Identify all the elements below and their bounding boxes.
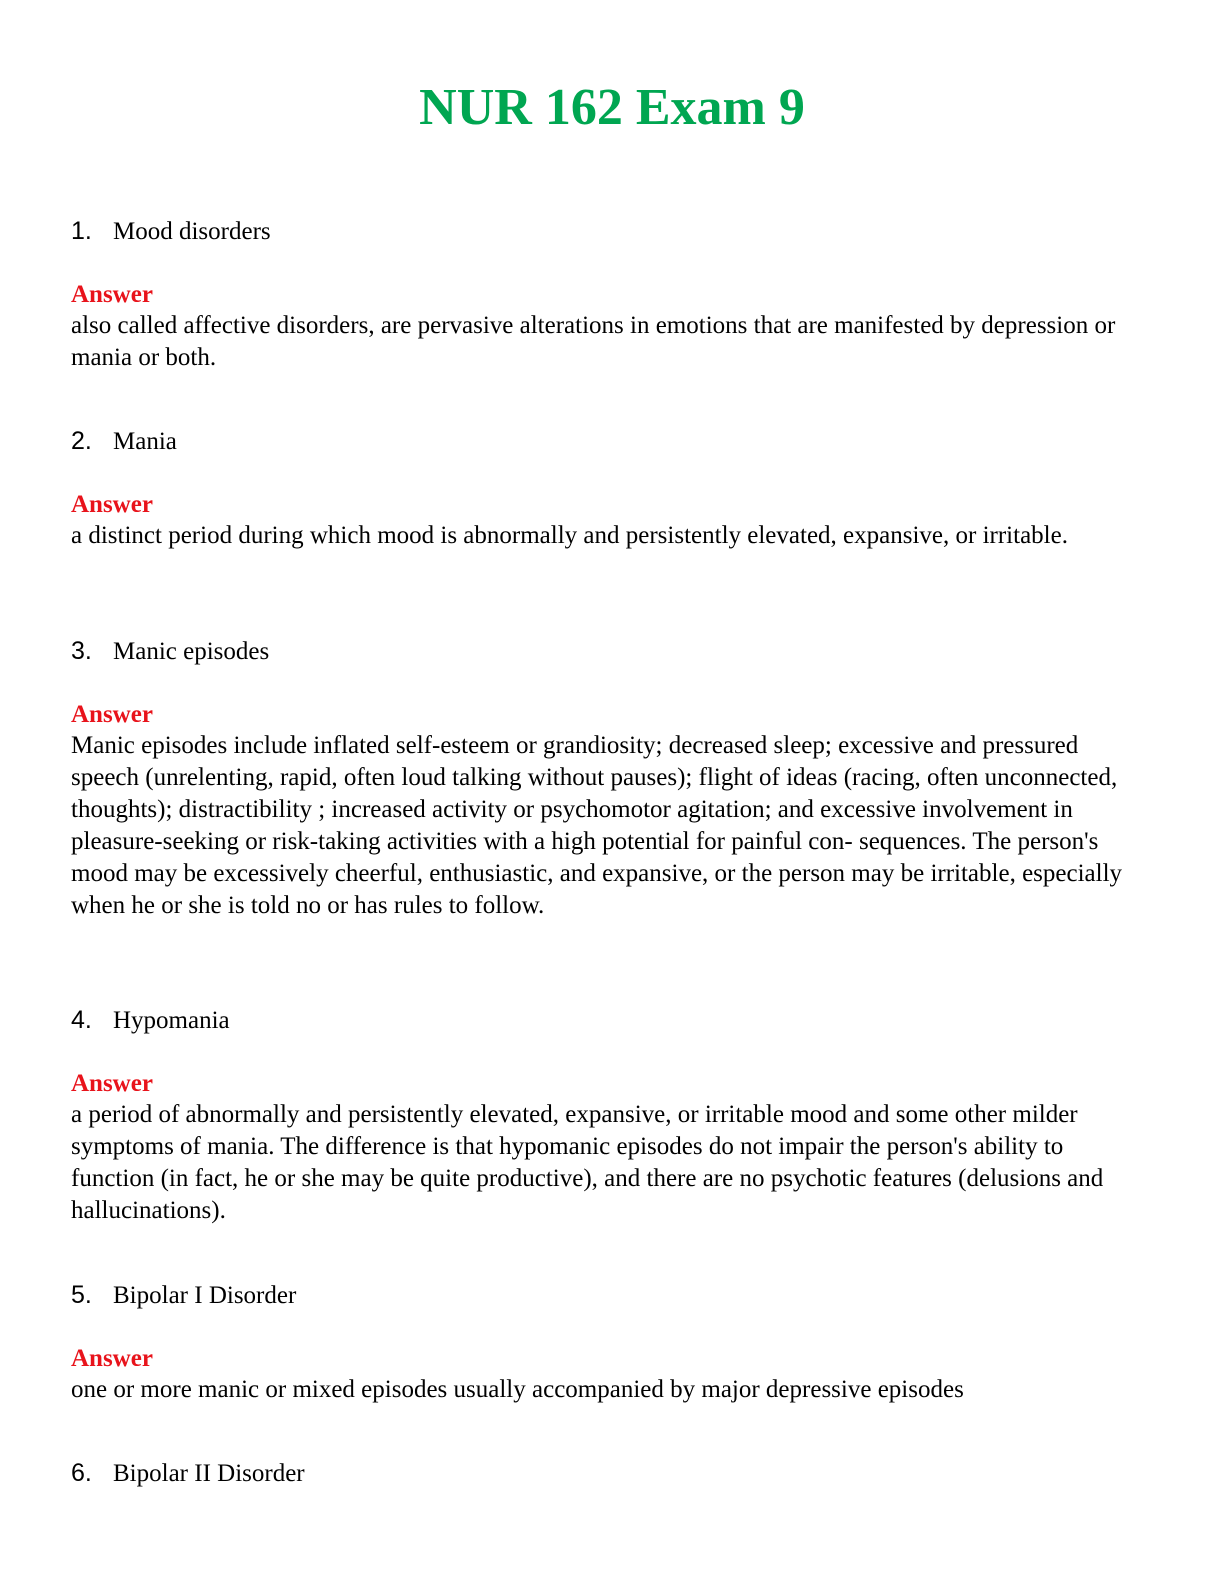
answer-label: Answer bbox=[71, 281, 153, 308]
question-number: 2. bbox=[71, 427, 92, 455]
question-heading bbox=[71, 1458, 1151, 1489]
answer-text: also called affective disorders, are pervasive alterations in emotions that are manifested by depression or mania or both. bbox=[71, 312, 1116, 371]
question-number: 5. bbox=[71, 1281, 92, 1309]
question-heading bbox=[71, 216, 1151, 247]
answer-label: Answer bbox=[71, 1345, 153, 1372]
answer-label: Answer bbox=[71, 1070, 153, 1097]
question-heading bbox=[71, 636, 1151, 667]
question-number: 1. bbox=[71, 217, 92, 245]
question-1 bbox=[71, 216, 1151, 374]
question-4 bbox=[71, 1005, 1151, 1227]
answer-text: one or more manic or mixed episodes usually accompanied by major depressive episodes bbox=[71, 1376, 964, 1403]
question-heading bbox=[71, 1005, 1151, 1036]
question-5 bbox=[71, 1280, 1151, 1406]
question-heading bbox=[71, 1280, 1151, 1311]
question-3 bbox=[71, 636, 1151, 922]
answer-text: a period of abnormally and persistently elevated, expansive, or irritable mood and some other milder symptoms of mania. The difference is that hypomanic episodes do not impair the person's ability to function (in fact, he or she may be quite productive), and there are no psychotic features (delusions and hallucinations). bbox=[71, 1101, 1104, 1224]
answer-text: Manic episodes include inflated self-esteem or grandiosity; decreased sleep; excessive and pressured speech (unrelenting, rapid, often loud talking without pauses); flight of ideas (racing, often unconnected, thoughts); distractibility ; increased activity or psychomotor agitation; and excessive involvement in pleasure-seeking or risk-taking activities with a high potential for painful con- sequences. The person's mood may be excessively cheerful, enthusiastic, and expansive, or the person may be irritable, especially when he or she is told no or has rules to follow. bbox=[71, 732, 1123, 919]
question-6 bbox=[71, 1458, 1151, 1489]
question-number: 6. bbox=[71, 1459, 92, 1487]
question-number: 3. bbox=[71, 637, 92, 665]
question-term: Manic episodes bbox=[113, 638, 270, 665]
question-term: Mania bbox=[113, 428, 177, 455]
question-term: Bipolar I Disorder bbox=[113, 1282, 297, 1309]
document-title: NUR 162 Exam 9 bbox=[419, 79, 805, 136]
question-heading bbox=[71, 426, 1151, 457]
question-term: Mood disorders bbox=[113, 218, 271, 245]
question-term: Bipolar II Disorder bbox=[113, 1460, 305, 1487]
question-number: 4. bbox=[71, 1006, 92, 1034]
question-2 bbox=[71, 426, 1151, 552]
answer-label: Answer bbox=[71, 491, 153, 518]
answer-label: Answer bbox=[71, 701, 153, 728]
answer-text: a distinct period during which mood is abnormally and persistently elevated, expansive, or irritable. bbox=[71, 522, 1068, 549]
question-term: Hypomania bbox=[113, 1007, 230, 1034]
